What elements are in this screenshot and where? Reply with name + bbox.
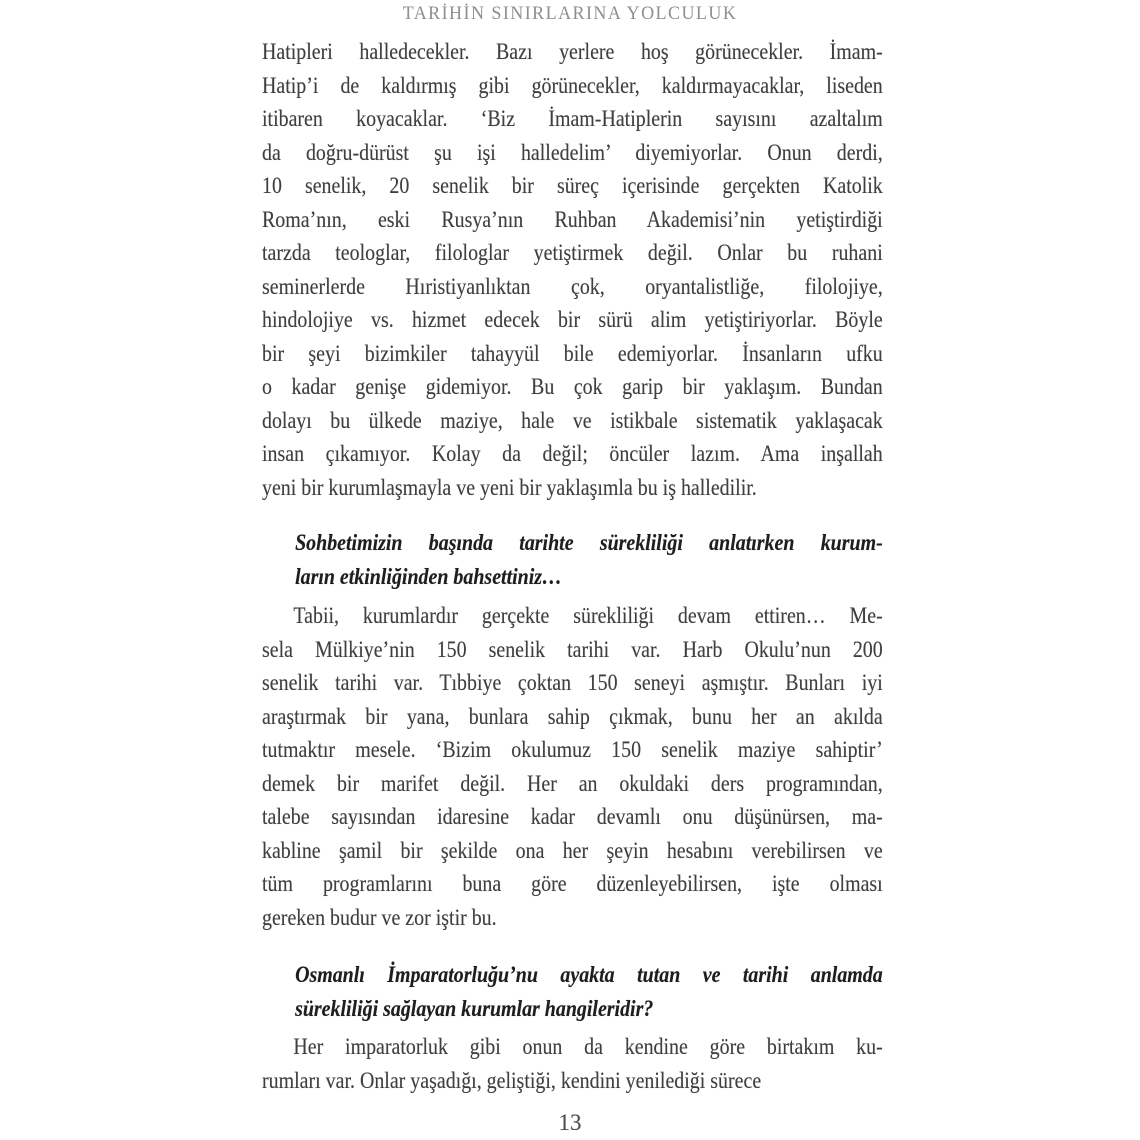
text-line: bir şeyi bizimkiler tahayyül bile edemiyorlar. İnsanların ufku (262, 340, 883, 367)
text-line: Her imparatorluk gibi onun da kendine göre birtakım ku- (293, 1034, 883, 1060)
text-line: ların etkinliğinden bahsettiniz… (295, 563, 562, 590)
text-line: itibaren koyacaklar. ‘Biz İmam-Hatiplerin sayısını azaltalım (262, 106, 883, 132)
text-line: Osmanlı İmparatorluğu’nu ayakta tutan ve tarihi anlamda (295, 962, 883, 988)
text-line: Hatipleri halledecekler. Bazı yerlere hoş görünecekler. İmam- (262, 39, 883, 65)
text-line: hindolojiye vs. hizmet edecek bir sürü alim yetiştiriyorlar. Böyle (262, 307, 883, 333)
interview-question-2 (295, 959, 883, 1026)
running-header: TARİHİN SINIRLARINA YOLCULUK (402, 3, 738, 24)
interview-answer-2 (262, 1031, 883, 1098)
text-line: tüm programlarını buna göre düzenleyebilirsen, işte olması (262, 871, 883, 897)
text-line: da doğru-dürüst şu işi halledelim’ diyemiyorlar. Onun derdi, (262, 139, 883, 166)
text-line: kabline şamil bir şekilde ona her şeyin hesabını verebilirsen ve (262, 837, 883, 864)
text-line: senelik tarihi var. Tıbbiye çoktan 150 seneyi aşmıştır. Bunları iyi (262, 670, 883, 696)
text-line: Tabii, kurumlardır gerçekte sürekliliği devam ettiren… Me- (293, 603, 883, 629)
text-line: gereken budur ve zor iştir bu. (262, 904, 497, 931)
text-line: o kadar genişe gidemiyor. Bu çok garip bir yaklaşım. Bundan (262, 374, 883, 400)
text-line: 10 senelik, 20 senelik bir süreç içerisinde gerçekten Katolik (262, 173, 883, 199)
page-number: 13 (558, 1110, 582, 1135)
text-line: tutmaktır mesele. ‘Bizim okulumuz 150 senelik maziye sahiptir’ (262, 737, 883, 763)
text-line: sürekliliği sağlayan kurumlar hangileridir? (295, 995, 654, 1022)
text-line: tarzda teologlar, filologlar yetiştirmek değil. Onlar bu ruhani (262, 240, 883, 266)
text-line: Hatip’i de kaldırmış gibi görünecekler, kaldırmayacaklar, liseden (262, 72, 883, 99)
text-line: sela Mülkiye’nin 150 senelik tarihi var. Harb Okulu’nun 200 (262, 636, 883, 663)
text-line: insan çıkamıyor. Kolay da değil; öncüler lazım. Ama inşallah (262, 441, 883, 467)
text-block (262, 36, 883, 1098)
paragraph-continued (262, 36, 883, 505)
text-line: seminerlerde Hıristiyanlıktan çok, oryantalistliğe, filolojiye, (262, 273, 883, 300)
text-line: Roma’nın, eski Rusya’nın Ruhban Akademisi’nin yetiştirdiği (262, 206, 883, 233)
interview-question-1 (295, 527, 883, 594)
text-line: rumları var. Onlar yaşadığı, geliştiği, kendini yenilediği sürece (262, 1067, 762, 1094)
text-line: Sohbetimizin başında tarihte sürekliliği anlatırken kurum- (295, 530, 883, 556)
text-line: demek bir marifet değil. Her an okuldaki ders programından, (262, 770, 883, 797)
text-line: araştırmak bir yana, bunlara sahip çıkmak, bunu her an akılda (262, 703, 883, 730)
text-line: talebe sayısından idaresine kadar devamlı onu düşünürsen, ma- (262, 804, 883, 830)
text-line: yeni bir kurumlaşmayla ve yeni bir yaklaşımla bu iş halledilir. (262, 474, 757, 501)
text-line: dolayı bu ülkede maziye, hale ve istikbale sistematik yaklaşacak (262, 407, 883, 434)
interview-answer-1 (262, 600, 883, 935)
